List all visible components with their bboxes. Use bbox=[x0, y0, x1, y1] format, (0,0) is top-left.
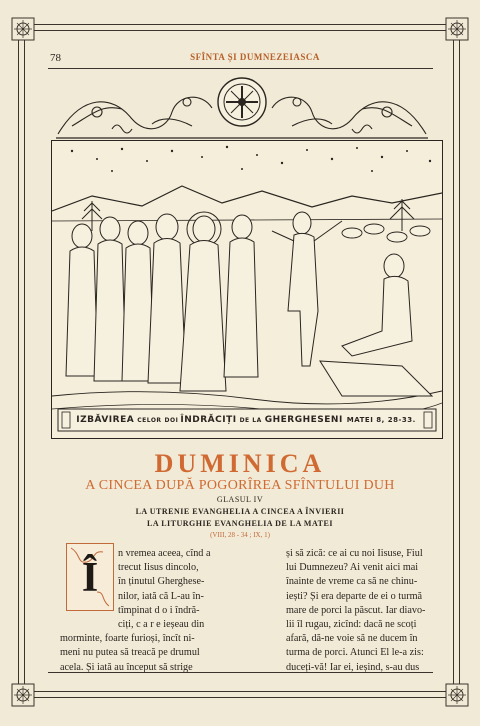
text-line: lui Dumnezeu? Ai venit aici mai bbox=[286, 562, 419, 574]
glas-line: GLASUL IV bbox=[216, 495, 264, 504]
corner-ornament-icon bbox=[444, 16, 470, 42]
page-number: 78 bbox=[50, 52, 61, 64]
text-column-left-indented bbox=[118, 547, 278, 618]
caption-part: CELOR bbox=[137, 416, 162, 424]
text-line: în ținutul Gherghese- bbox=[118, 576, 205, 588]
text-line: trecut Iisus dincolo, bbox=[118, 562, 199, 574]
caption-part: MATEI 8, 28-33. bbox=[346, 416, 416, 424]
text-line: n vremea aceea, cînd a bbox=[118, 548, 211, 559]
corner-ornament-icon bbox=[10, 682, 36, 708]
text-line: afară, dă-ne voie să ne ducem în bbox=[286, 633, 418, 645]
caption-part: DOI bbox=[164, 416, 179, 424]
text-column-right bbox=[286, 547, 446, 675]
gospel-utrenie-line: LA UTRENIE EVANGHELIA A CINCEA A ÎNVIERII bbox=[135, 507, 345, 516]
corner-ornament-icon bbox=[10, 16, 36, 42]
caption-part: ÎNDRĂCIȚI bbox=[180, 415, 237, 425]
text-line: ciți, c a r e ieșeau din bbox=[118, 619, 205, 630]
text-line: nilor, iată că L-au în- bbox=[118, 590, 204, 602]
text-line: mare de porci la păscut. Iar diavo- bbox=[286, 604, 426, 616]
drop-cap bbox=[66, 543, 114, 611]
bottom-rule bbox=[48, 672, 433, 673]
text-line: înainte de vreme ca să ne chinu- bbox=[286, 576, 418, 588]
text-column-left-full bbox=[60, 618, 278, 675]
page-subtitle: A CINCEA DUPĂ POGORÎREA SFÎNTULUI DUH bbox=[85, 478, 395, 493]
caption-part: IZBĂVIREA bbox=[76, 415, 135, 425]
dropcap-letter: Î bbox=[81, 555, 99, 601]
text-line: acela. Și iată au început să strige bbox=[60, 661, 193, 673]
text-line: turma de porci. Atunci El le-a zis: bbox=[286, 647, 424, 659]
text-line: meni nu putea să treacă pe drumul bbox=[60, 647, 200, 659]
illustration-caption bbox=[60, 412, 432, 428]
text-line: iești? Și era departe de ei o turmă bbox=[286, 590, 423, 602]
gospel-liturghie-line: LA LITURGHIE EVANGHELIA DE LA MATEI bbox=[147, 519, 333, 528]
text-line: și să zică: ce ai cu noi Iisuse, Fiul bbox=[286, 548, 423, 559]
header-rule bbox=[48, 68, 433, 69]
caption-part: GHERGHESENI bbox=[264, 415, 343, 425]
cross-medallion-icon bbox=[216, 76, 268, 128]
running-header: SFÎNTA ȘI DUMNEZEIASCA bbox=[190, 52, 320, 62]
text-line: lii îl rugau, zicînd: dacă ne scoți bbox=[286, 618, 417, 630]
scripture-reference: (VIII, 28 - 34 ; IX, 1) bbox=[210, 531, 270, 539]
gospel-illustration bbox=[51, 140, 443, 439]
page-title: DUMINICA bbox=[154, 449, 326, 478]
text-line: morminte, foarte furioși, încît ni- bbox=[60, 633, 195, 645]
text-line: tîmpinat d o i îndră- bbox=[118, 604, 200, 616]
corner-ornament-icon bbox=[444, 682, 470, 708]
caption-part: DE LA bbox=[239, 416, 262, 424]
text-line: duceți-vă! Iar ei, ieșind, s-au dus bbox=[286, 661, 420, 673]
